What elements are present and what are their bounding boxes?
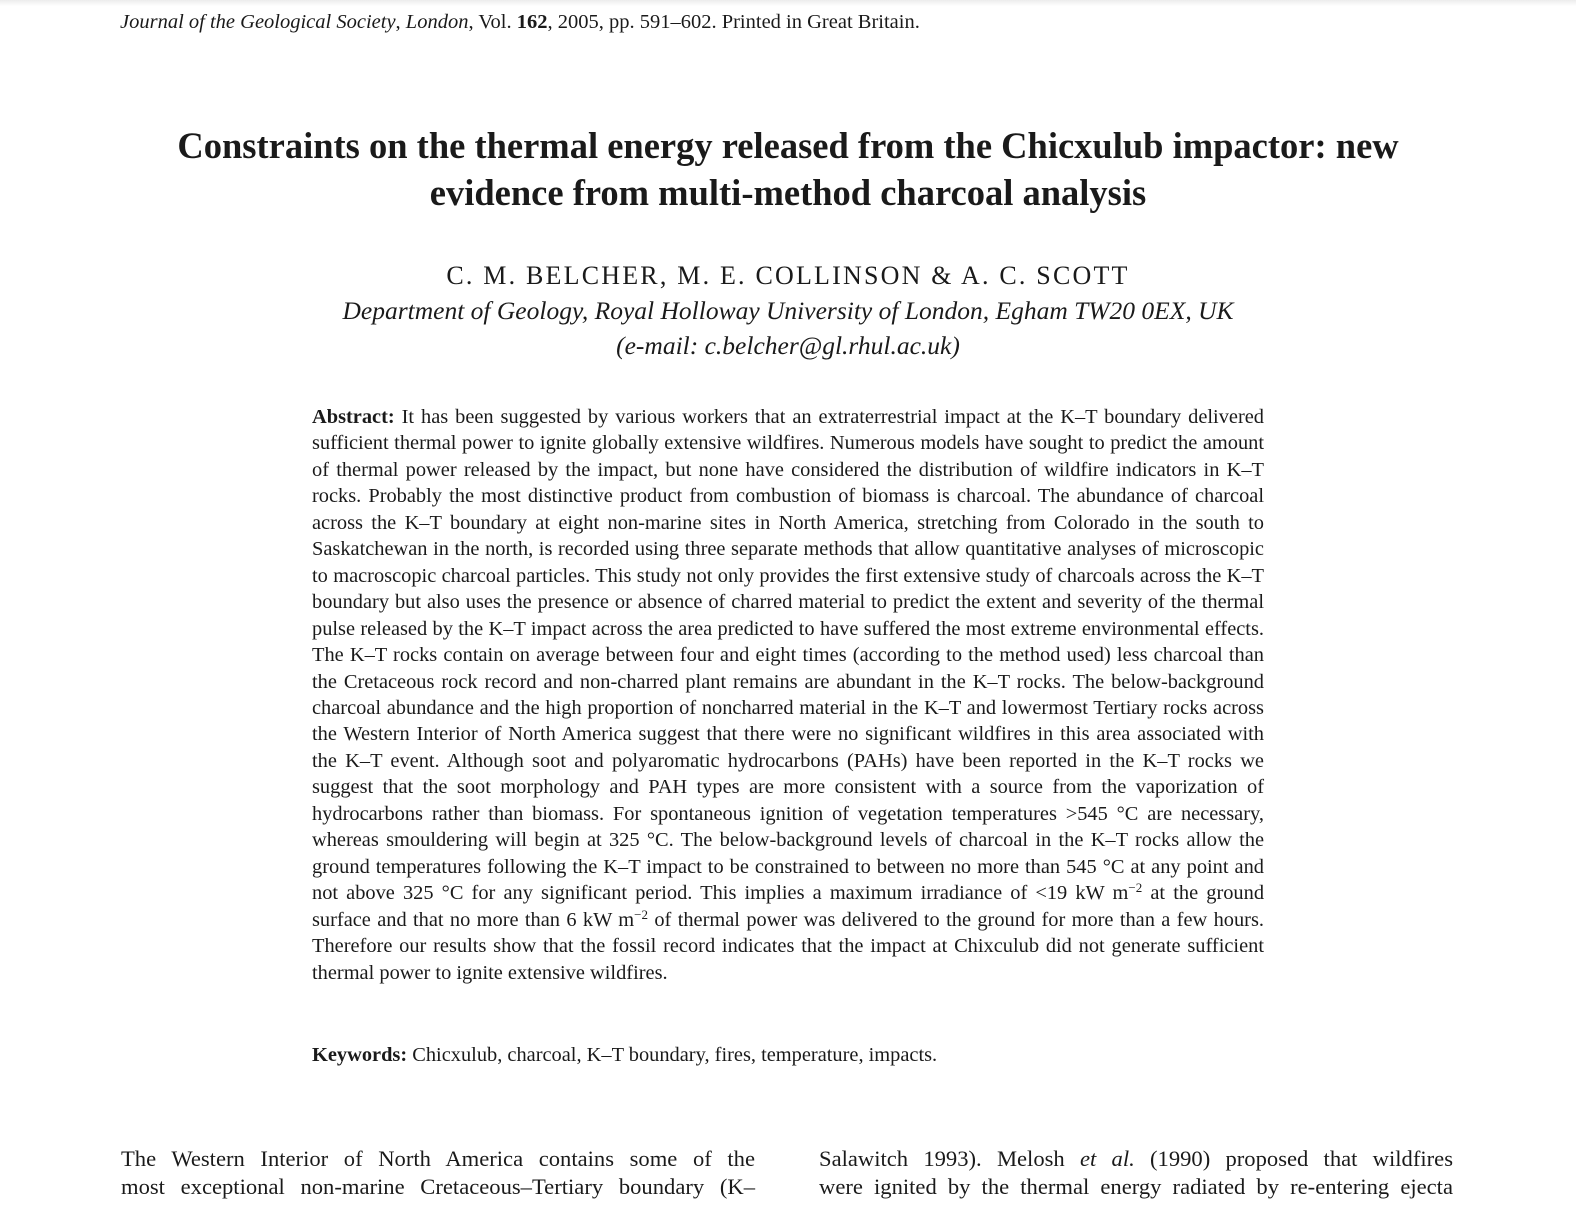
paper-title: Constraints on the thermal energy released from the Chicxulub impactor: new evidence from multi-method charcoal analysis (177, 125, 1399, 213)
affiliation (0, 293, 1576, 363)
body-right-line-1 (819, 1145, 1453, 1173)
body-right-text-b: (1990) proposed that wildfires (1134, 1146, 1453, 1171)
volume-number: 162 (516, 11, 548, 33)
body-column-left (121, 1145, 755, 1201)
abstract-text-1: It has been suggested by various workers that an extraterrestrial impact at the K–T boundary delivered sufficient thermal power to ignite globally extensive wildfires. Numerous models have sought to predict the amount of thermal power released by the impact, but none have considered the distribution of wildfire indicators in K–T rocks. Probably the most distinctive product from combustion of biomass is charcoal. The abundance of charcoal across the K–T boundary at eight non-marine sites in North America, stretching from Colorado in the south to Saskatchewan in the north, is recorded using three separate methods that allow quantitative analyses of microscopic to macroscopic charcoal particles. This study not only provides the first extensive study of charcoals across the K–T boundary but also uses the presence or absence of charred material to predict the extent and severity of the thermal pulse released by the K–T impact across the area predicted to have suffered the most extreme environmental effects. The K–T rocks contain on average between four and eight times (according to the method used) less charcoal than the Cretaceous rock record and non-charred plant remains are abundant in the K–T rocks. The below-background charcoal abundance and the high proportion of noncharred material in the K–T and lowermost Tertiary rocks across the Western Interior of North America suggest that there were no significant wildfires in this area associated with the K–T event. Although soot and polyaromatic hydrocarbons (PAHs) have been reported in the K–T rocks we suggest that the soot morphology and PAH types are more consistent with a source from the vaporization of hydrocarbons rather than biomass. For spontaneous ignition of vegetation temperatures >545 °C are necessary, whereas smouldering will begin at 325 °C. The below-background levels of charcoal in the K–T rocks allow the ground temperatures following the K–T impact to be constrained to between no more than 545 °C at any point and not above 325 °C for any significant period. This implies a maximum irradiance of <19 kW m (312, 406, 1264, 905)
abstract-label: Abstract: (312, 406, 395, 428)
department: Department of Geology, Royal Holloway University of London, Egham TW20 0EX, UK (342, 296, 1234, 325)
abstract-exponent-1: −2 (1128, 880, 1143, 896)
abstract-text-2: at the ground surface and that no more than 6 kW m (312, 882, 1265, 931)
abstract-exponent-2: −2 (634, 906, 649, 922)
keywords (312, 1041, 1264, 1069)
body-right-text-a: Salawitch 1993). Melosh (819, 1146, 1080, 1171)
citation-rest: , 2005, pp. 591–602. Printed in Great Britain. (547, 11, 920, 33)
body-left-line-1: The Western Interior of North America contains some of the (121, 1146, 755, 1171)
journal-citation: Journal of the Geological Society, London, Vol. 162, 2005, pp. 591–602. Printed in Great Britain. (120, 11, 920, 33)
abstract-text-3: of thermal power was delivered to the ground for more than a few hours. Therefore our results show that the fossil record indicates that the impact at Chixculub did not generate sufficient thermal power to ignite extensive wildfires. (312, 908, 1264, 984)
body-right-line-2: were ignited by the thermal energy radiated by re-entering ejecta (819, 1174, 1453, 1199)
et-al: et al. (1079, 1146, 1135, 1171)
keywords-text: Chicxulub, charcoal, K–T boundary, fires, temperature, impacts. (412, 1044, 938, 1066)
email: (e-mail: c.belcher@gl.rhul.ac.uk) (616, 331, 960, 360)
body-left-line-2: most exceptional non-marine Cretaceous–Tertiary boundary (K– (121, 1174, 755, 1199)
authors: C. M. BELCHER, M. E. COLLINSON & A. C. SCOTT (446, 261, 1130, 290)
keywords-label: Keywords: (312, 1044, 408, 1066)
journal-name: Journal of the Geological Society (120, 11, 396, 33)
abstract (312, 404, 1264, 986)
top-shade (0, 0, 1576, 6)
body-column-right (819, 1145, 1453, 1201)
journal-location: London (405, 11, 469, 33)
volume-prefix: , Vol. (468, 11, 517, 33)
